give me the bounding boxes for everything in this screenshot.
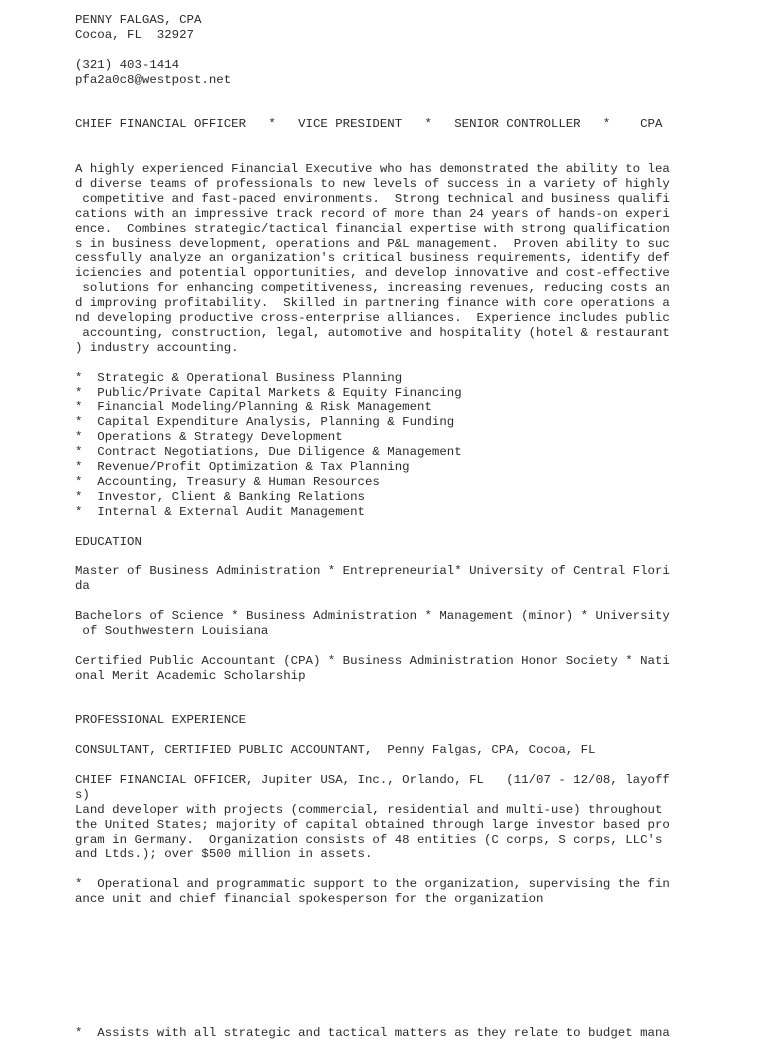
- text-line: gram in Germany. Organization consists of 48 entities (C corps, S corps, LLC's: [75, 832, 663, 847]
- text-line: and Ltds.); over $500 million in assets.: [75, 847, 373, 862]
- text-line: iciencies and potential opportunities, and develop innovative and cost-effective: [75, 266, 670, 281]
- text-line: d diverse teams of professionals to new levels of success in a variety of highly: [75, 176, 670, 191]
- text-line: nd developing productive cross-enterprise alliances. Experience includes public: [75, 311, 670, 325]
- text-line: * Financial Modeling/Planning & Risk Management: [75, 400, 432, 415]
- text-line: d improving profitability. Skilled in partnering finance with core operations a: [75, 296, 670, 311]
- text-line: * Internal & External Audit Management: [75, 504, 365, 519]
- text-line: (321) 403-1414: [75, 57, 180, 72]
- text-line: CONSULTANT, CERTIFIED PUBLIC ACCOUNTANT, Penny Falgas, CPA, Cocoa, FL: [75, 743, 596, 758]
- text-line: the United States; majority of capital obtained through large investor based pro: [75, 817, 670, 832]
- text-line: CHIEF FINANCIAL OFFICER, Jupiter USA, Inc., Orlando, FL (11/07 - 12/08, layoff: [75, 772, 670, 787]
- text-line: cessfully analyze an organization's critical business requirements, identify def: [75, 251, 670, 266]
- text-line: competitive and fast-paced environments. Strong technical and business qualifi: [75, 191, 670, 206]
- text-line: pfa2a0c8@westpost.net: [75, 72, 232, 87]
- text-line: CHIEF FINANCIAL OFFICER * VICE PRESIDENT * SENIOR CONTROLLER * CPA: [75, 117, 663, 132]
- text-line: * Capital Expenditure Analysis, Planning & Funding: [75, 415, 455, 430]
- text-line: * Investor, Client & Banking Relations: [75, 489, 365, 504]
- text-line: * Contract Negotiations, Due Diligence & Management: [75, 445, 462, 460]
- text-line: ence. Combines strategic/tactical financial expertise with strong qualification: [75, 221, 670, 236]
- text-line: Certified Public Accountant (CPA) * Business Administration Honor Society * Nati: [75, 653, 670, 668]
- text-line: of Southwestern Louisiana: [75, 623, 269, 638]
- text-line: accounting, construction, legal, automotive and hospitality (hotel & restaurant: [75, 325, 670, 340]
- text-line: A highly experienced Financial Executive who has demonstrated the ability to lea: [75, 162, 670, 176]
- text-line: Master of Business Administration * Entrepreneurial* University of Central Flori: [75, 564, 670, 579]
- text-line: * Revenue/Profit Optimization & Tax Planning: [75, 460, 410, 474]
- text-line: da: [75, 579, 90, 594]
- text-line: * Operational and programmatic support to the organization, supervising the fin: [75, 877, 670, 892]
- text-line: Land developer with projects (commercial, residential and multi-use) throughout: [75, 802, 663, 817]
- text-line: s in business development, operations and P&L management. Proven ability to suc: [75, 236, 670, 251]
- text-line: * Public/Private Capital Markets & Equity Financing: [75, 385, 462, 400]
- text-line: Bachelors of Science * Business Administration * Management (minor) * University: [75, 609, 670, 623]
- text-line: * Strategic & Operational Business Planning: [75, 370, 403, 385]
- text-line: cations with an impressive track record of more than 24 years of hands-on experi: [75, 206, 670, 221]
- text-line: * Operations & Strategy Development: [75, 430, 343, 445]
- text-line: onal Merit Academic Scholarship: [75, 668, 306, 683]
- text-line: PROFESSIONAL EXPERIENCE: [75, 713, 247, 728]
- text-line: PENNY FALGAS, CPA: [75, 13, 202, 27]
- text-line: * Accounting, Treasury & Human Resources: [75, 474, 380, 489]
- text-line: * Assists with all strategic and tactical matters as they relate to budget mana: [75, 1026, 670, 1041]
- text-line: s): [75, 787, 90, 802]
- text-line: ance unit and chief financial spokesperson for the organization: [75, 892, 544, 907]
- text-line: EDUCATION: [75, 534, 142, 549]
- text-line: ) industry accounting.: [75, 340, 239, 355]
- text-line: solutions for enhancing competitiveness, increasing revenues, reducing costs an: [75, 281, 670, 296]
- text-line: Cocoa, FL 32927: [75, 27, 194, 42]
